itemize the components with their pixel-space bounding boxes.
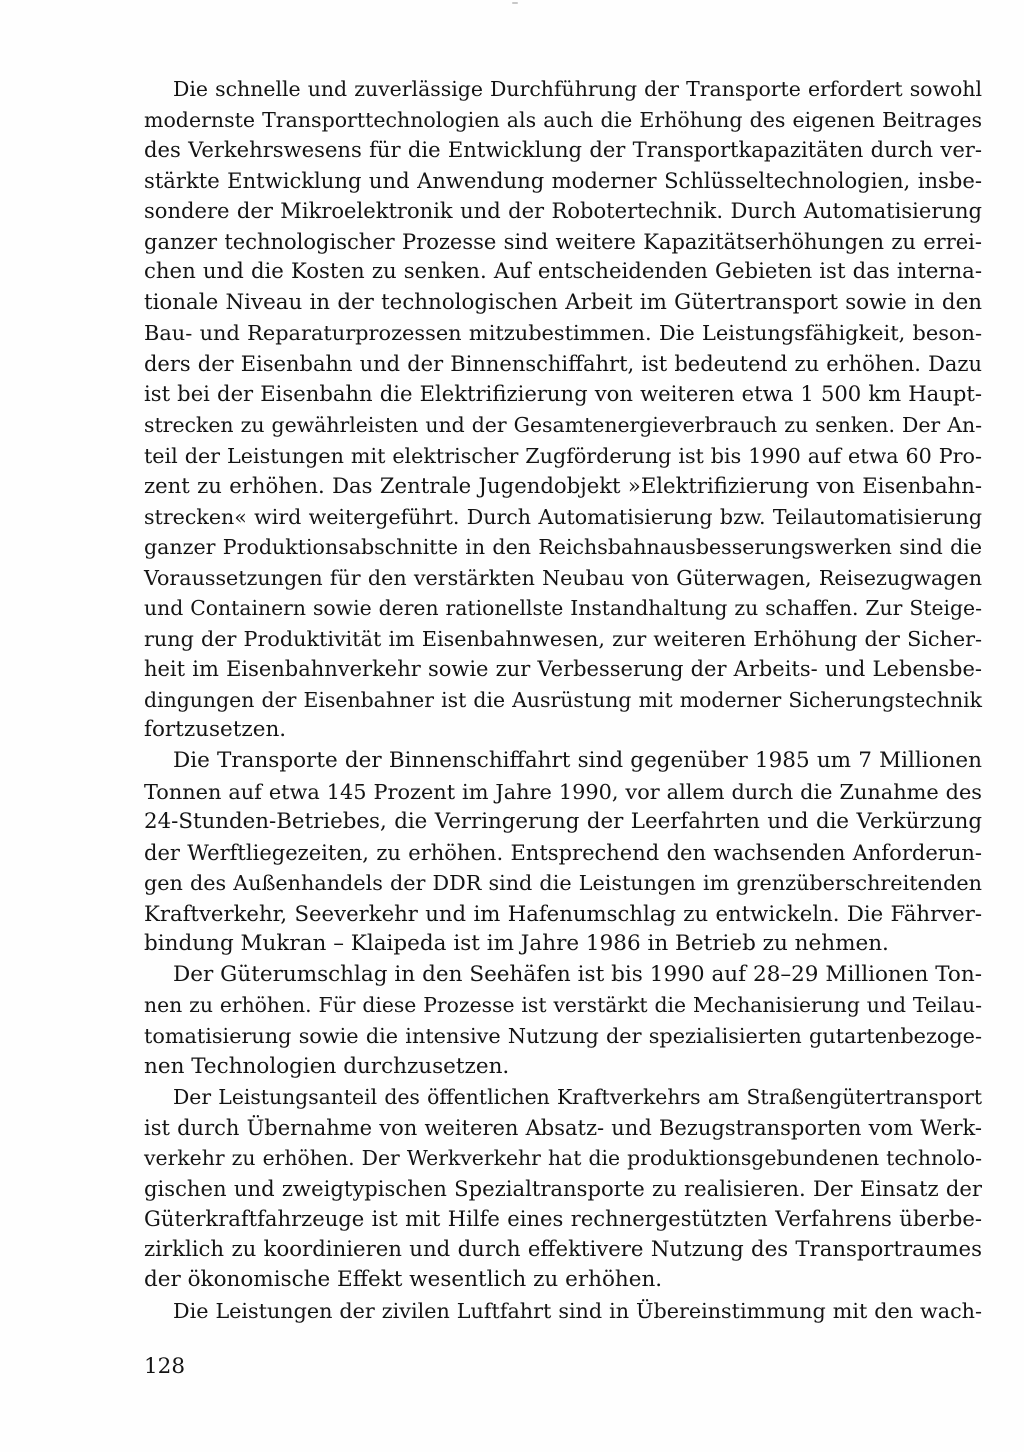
- text-line: ders der Eisenbahn und der Binnenschiffahrt, ist bedeutend zu erhöhen. Dazu: [144, 351, 982, 376]
- text-line: verkehr zu erhöhen. Der Werkverkehr hat die produktionsgebundenen technolo-: [144, 1146, 982, 1171]
- text-line: ist durch Übernahme von weiteren Absatz- und Bezugstransporten vom Werk-: [144, 1115, 982, 1140]
- paragraph: [144, 1296, 982, 1327]
- text-line: zirklich zu koordinieren und durch effektivere Nutzung des Transportraumes: [144, 1236, 982, 1262]
- scan-mark: [512, 2, 518, 4]
- text-line: und Containern sowie deren rationellste Instandhaltung zu schaffen. Zur Steige-: [144, 596, 982, 621]
- text-line: 24-Stunden-Betriebes, die Verringerung der Leerfahrten und die Verkürzung: [144, 809, 982, 835]
- text-line: des Verkehrswesens für die Entwicklung der Transportkapazitäten durch ver-: [144, 137, 982, 163]
- text-line: nen Technologien durchzusetzen.: [144, 1053, 510, 1079]
- body-text: [144, 74, 982, 1326]
- text-line: ganzer Produktionsabschnitte in den Reichsbahnausbesserungswerken sind die: [144, 535, 982, 560]
- text-line: Kraftverkehr, Seeverkehr und im Hafenumschlag zu entwickeln. Die Fährver-: [144, 900, 982, 926]
- text-line: fortzusetzen.: [144, 717, 287, 743]
- text-line: Der Güterumschlag in den Seehäfen ist bis 1990 auf 28–29 Millionen Ton-: [173, 961, 982, 987]
- text-line: stärkte Entwicklung und Anwendung moderner Schlüsseltechnologien, insbe-: [144, 167, 982, 193]
- text-line: nen zu erhöhen. Für diese Prozesse ist verstärkt die Mechanisierung und Teilau-: [144, 993, 982, 1018]
- text-line: ist bei der Eisenbahn die Elektrifizierung von weiteren etwa 1 500 km Haupt-: [144, 381, 982, 407]
- paragraph: [144, 1082, 982, 1296]
- text-line: modernste Transporttechnologien als auch die Erhöhung des eigenen Beitrages: [144, 107, 982, 132]
- text-line: Voraussetzungen für den verstärkten Neubau von Güterwagen, Reisezugwagen: [144, 565, 982, 590]
- text-line: ganzer technologischer Prozesse sind weitere Kapazitätserhöhungen zu errei-: [144, 228, 982, 254]
- page-number: 128: [144, 1354, 186, 1379]
- paragraph: [144, 746, 982, 960]
- text-line: teil der Leistungen mit elektrischer Zugförderung ist bis 1990 auf etwa 60 Pro-: [144, 443, 982, 468]
- text-line: dingungen der Eisenbahner ist die Ausrüstung mit moderner Sicherungstechnik: [144, 687, 982, 712]
- text-line: Der Leistungsanteil des öffentlichen Kraftverkehrs am Straßengütertransport: [173, 1085, 982, 1110]
- text-line: strecken« wird weitergeführt. Durch Automatisierung bzw. Teilautomatisierung: [144, 504, 982, 529]
- paragraph: [144, 960, 982, 1082]
- text-line: Die schnelle und zuverlässige Durchführung der Transporte erfordert sowohl: [173, 77, 982, 101]
- text-line: gen des Außenhandels der DDR sind die Leistungen im grenzüberschreitenden: [144, 871, 982, 896]
- paragraph: [144, 74, 982, 746]
- text-line: der Werftliegezeiten, zu erhöhen. Entsprechend den wachsenden Anforderun-: [144, 839, 982, 865]
- text-line: tionale Niveau in der technologischen Arbeit im Gütertransport sowie in den: [144, 289, 982, 315]
- text-line: heit im Eisenbahnverkehr sowie zur Verbesserung der Arbeits- und Lebensbe-: [144, 657, 982, 682]
- text-line: rung der Produktivität im Eisenbahnwesen, zur weiteren Erhöhung der Sicher-: [144, 626, 982, 651]
- text-line: der ökonomische Effekt wesentlich zu erhöhen.: [144, 1267, 663, 1293]
- text-line: Tonnen auf etwa 145 Prozent im Jahre 1990, vor allem durch die Zunahme des: [144, 779, 982, 804]
- text-line: gischen und zweigtypischen Spezialtransporte zu realisieren. Der Einsatz der: [144, 1175, 982, 1201]
- text-line: tomatisierung sowie die intensive Nutzung der spezialisierten gutartenbezoge-: [144, 1023, 982, 1048]
- text-line: sondere der Mikroelektronik und der Robotertechnik. Durch Automatisierung: [144, 198, 982, 224]
- text-line: Die Transporte der Binnenschiffahrt sind gegenüber 1985 um 7 Millionen: [173, 748, 982, 774]
- text-line: strecken zu gewährleisten und der Gesamtenergieverbrauch zu senken. Der An-: [144, 413, 982, 438]
- text-line: bindung Mukran – Klaipeda ist im Jahre 1986 in Betrieb zu nehmen.: [144, 931, 889, 957]
- text-line: Die Leistungen der zivilen Luftfahrt sind in Übereinstimmung mit den wach-: [173, 1298, 982, 1323]
- text-line: Güterkraftfahrzeuge ist mit Hilfe eines rechnergestützten Verfahrens überbe-: [144, 1206, 982, 1232]
- text-line: chen und die Kosten zu senken. Auf entscheidenden Gebieten ist das interna-: [144, 259, 982, 285]
- text-line: zent zu erhöhen. Das Zentrale Jugendobjekt »Elektrifizierung von Eisenbahn-: [144, 473, 982, 499]
- text-line: Bau- und Reparaturprozessen mitzubestimmen. Die Leistungsfähigkeit, beson-: [144, 321, 982, 346]
